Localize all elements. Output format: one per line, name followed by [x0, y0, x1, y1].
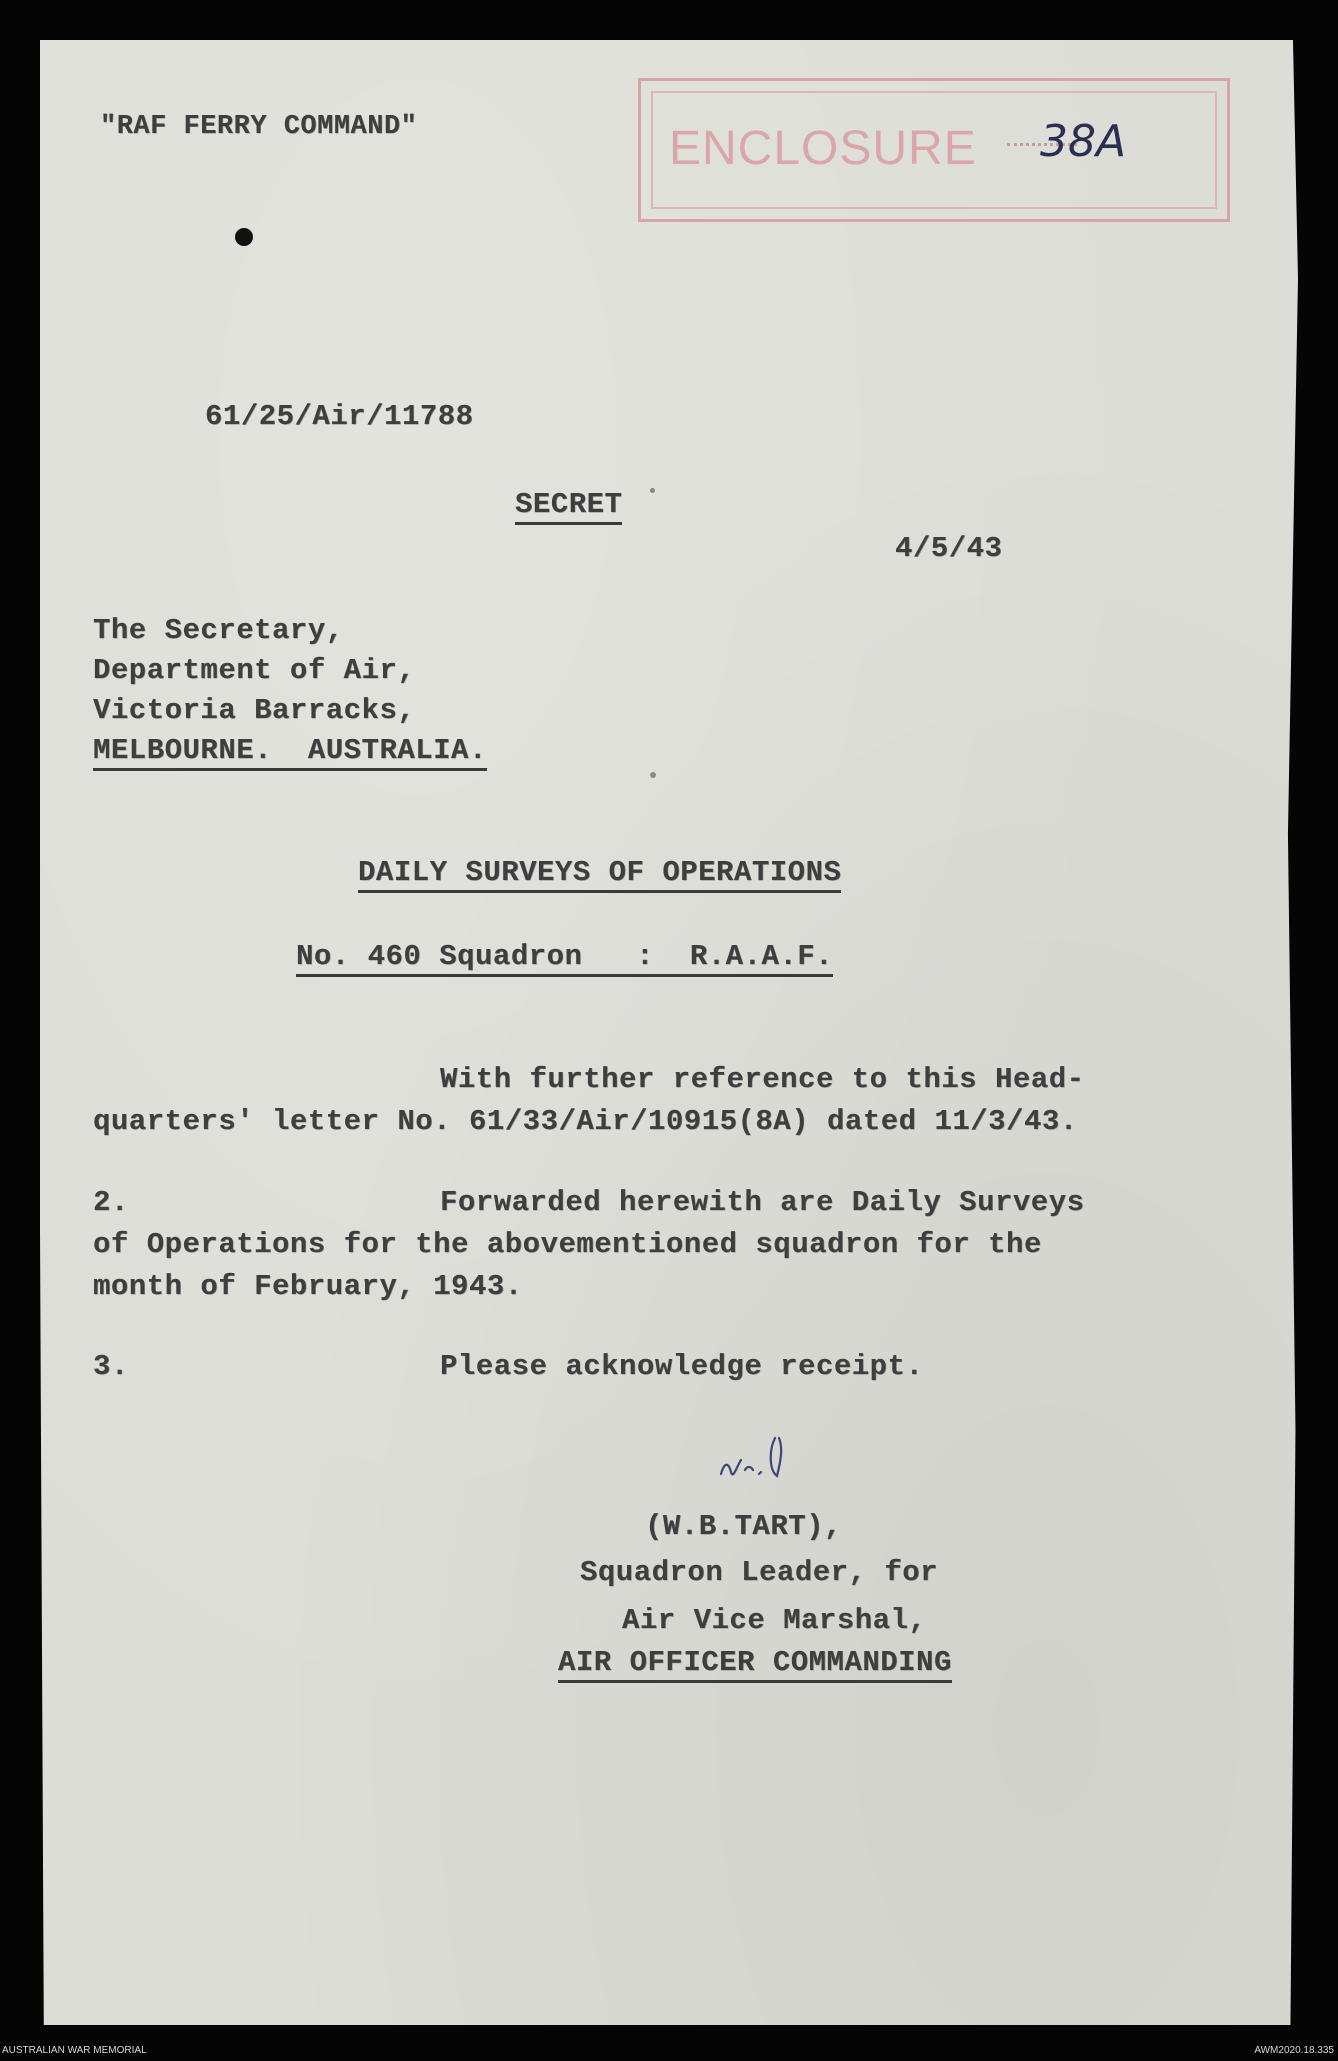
paragraph-2-line-2: of Operations for the abovementioned squadron for the: [93, 1228, 1042, 1261]
enclosure-number: 38A: [1040, 116, 1127, 167]
addressee-line-4: MELBOURNE. AUSTRALIA.: [93, 734, 487, 771]
footer-right-caption: AWM2020.18.335: [1254, 2045, 1334, 2056]
paragraph-2-number: 2.: [93, 1186, 129, 1219]
subject-line-2: No. 460 Squadron : R.A.A.F.: [296, 940, 833, 977]
subject-line-1: DAILY SURVEYS OF OPERATIONS: [358, 856, 841, 893]
punch-hole: [235, 228, 253, 246]
paragraph-1-line-1: With further reference to this Head-: [440, 1063, 1085, 1096]
signatory-role: Air Vice Marshal,: [622, 1604, 927, 1637]
document-date: 4/5/43: [895, 532, 1003, 565]
paper-speck: [650, 488, 655, 493]
stamp-label: ENCLOSURE: [669, 122, 977, 175]
file-reference: 61/25/Air/11788: [205, 400, 474, 433]
addressee-line-1: The Secretary,: [93, 614, 344, 647]
paragraph-3-line-1: Please acknowledge receipt.: [440, 1350, 924, 1383]
document-page: [40, 40, 1298, 2025]
paragraph-1-line-2: quarters' letter No. 61/33/Air/10915(8A) dated 11/3/43.: [93, 1105, 1078, 1138]
classification-label: SECRET: [515, 488, 622, 525]
signatory-title: AIR OFFICER COMMANDING: [558, 1646, 952, 1683]
signatory-rank: Squadron Leader, for: [580, 1556, 939, 1589]
addressee-line-2: Department of Air,: [93, 654, 416, 687]
signatory-name: (W.B.TART),: [645, 1510, 842, 1543]
command-line: "RAF FERRY COMMAND": [100, 112, 418, 142]
paragraph-3-number: 3.: [93, 1350, 129, 1383]
paragraph-2-line-3: month of February, 1943.: [93, 1270, 523, 1303]
handwritten-initials: [715, 1430, 810, 1490]
paper-speck: [650, 772, 656, 778]
addressee-line-3: Victoria Barracks,: [93, 694, 416, 727]
paragraph-2-line-1: Forwarded herewith are Daily Surveys: [440, 1186, 1085, 1219]
enclosure-stamp: [638, 78, 1230, 222]
footer-left-caption: AUSTRALIAN WAR MEMORIAL: [2, 2045, 147, 2056]
